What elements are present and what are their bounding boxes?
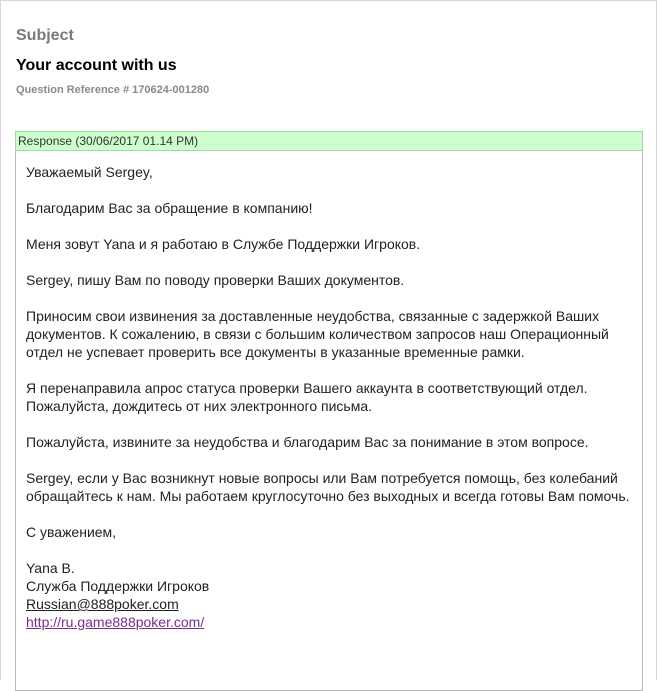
paragraph: Приносим свои извинения за доставленные неудобства, связанные с задержкой Ваших документов. К сожалению, в связи с большим количеством запросов наш Операционный отдел не успевает проверить все документы в указанные временные рамки. xyxy=(26,308,609,360)
paragraph: Я перенаправила апрос статуса проверки Вашего аккаунта в соответствующий отдел. Пожалуйста, дождитесь от них электронного письма. xyxy=(26,380,588,414)
closing: С уважением, xyxy=(26,524,117,540)
email-link[interactable]: Russian@888poker.com xyxy=(26,596,179,612)
question-reference: Question Reference # 170624-001280 xyxy=(16,84,210,96)
signature-department: Служба Поддержки Игроков xyxy=(26,578,210,594)
paragraph: Sergey, если у Вас возникнут новые вопросы или Вам потребуется помощь, без колебаний обращайтесь к нам. Мы работаем круглосуточно без выходных и всегда готовы Вам помочь. xyxy=(26,470,630,504)
paragraph: Пожалуйста, извините за неудобства и благодарим Вас за понимание в этом вопросе. xyxy=(26,434,589,450)
paragraph: Sergey, пишу Вам по поводу проверки Ваших документов. xyxy=(26,272,405,288)
paragraph: Благодарим Вас за обращение в компанию! xyxy=(26,200,313,216)
subject-title: Your account with us xyxy=(16,57,177,74)
signature xyxy=(26,559,632,631)
website-link[interactable]: http://ru.game888poker.com/ xyxy=(26,614,205,630)
subject-label: Subject xyxy=(16,27,74,44)
paragraph: Меня зовут Yana и я работаю в Службе Поддержки Игроков. xyxy=(26,236,421,252)
greeting: Уважаемый Sergey, xyxy=(26,164,153,180)
response-body xyxy=(15,151,643,691)
response-header: Response (30/06/2017 01.14 PM) xyxy=(15,131,643,151)
signature-name: Yana B. xyxy=(26,560,75,576)
